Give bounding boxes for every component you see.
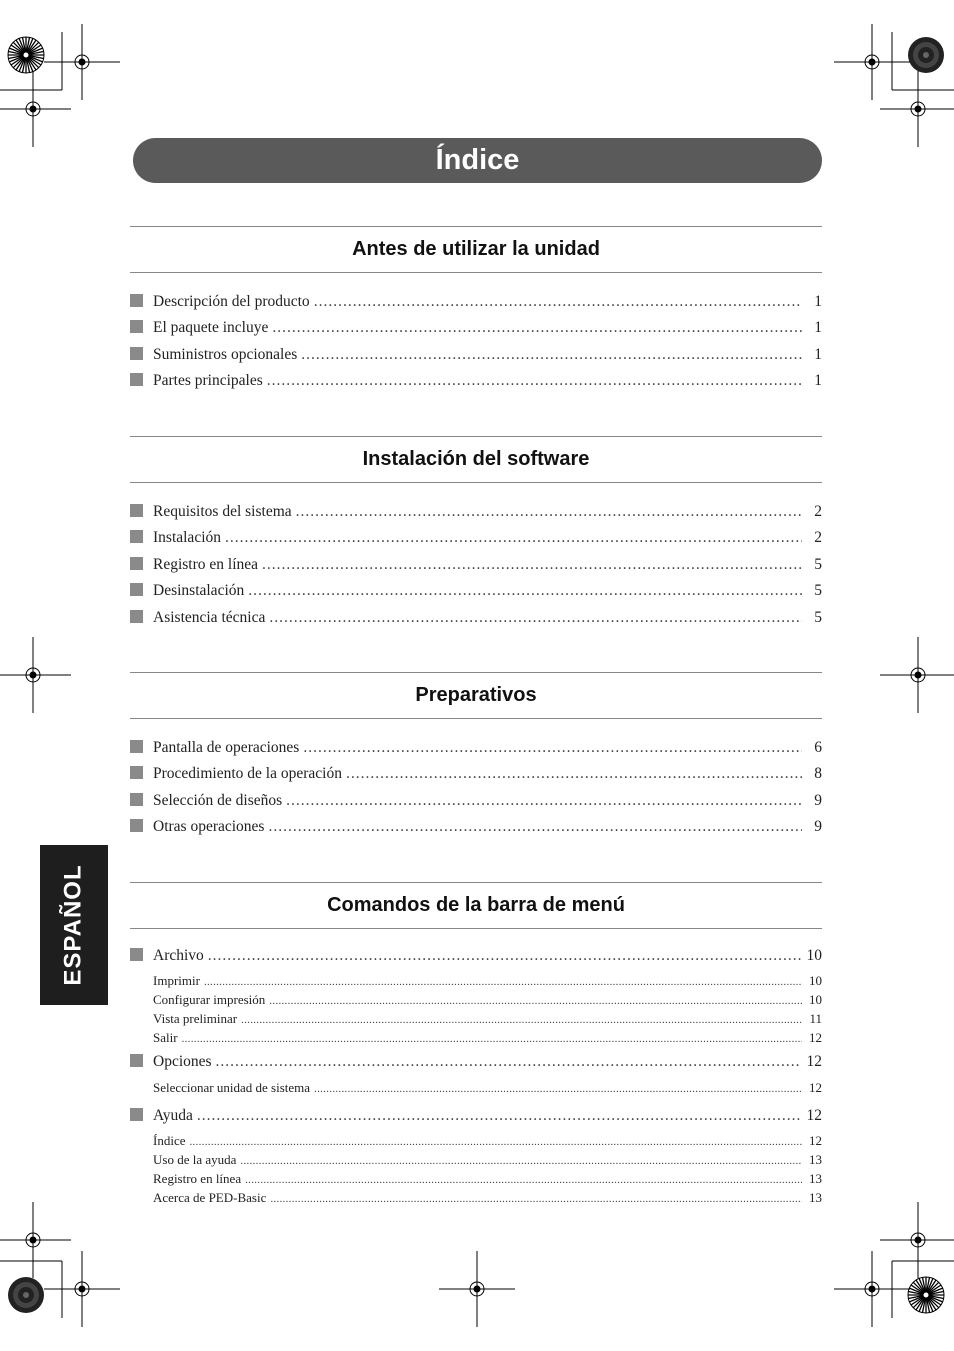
square-bullet-icon	[130, 1108, 143, 1121]
toc-entry[interactable]: Opciones ..... 12	[130, 1053, 822, 1079]
toc-entry[interactable]: Partes principales ..... 1	[130, 372, 822, 398]
square-bullet-icon	[130, 320, 143, 333]
square-bullet-icon	[130, 766, 143, 779]
square-bullet-icon	[130, 948, 143, 961]
square-bullet-icon	[130, 557, 143, 570]
toc-subentry[interactable]: Vista preliminar ..... 11	[130, 1011, 822, 1030]
toc-subentry[interactable]: Salir ..... 12	[130, 1030, 822, 1049]
section-preparativos	[130, 672, 822, 845]
toc-entry[interactable]: El paquete incluye ..... 1	[130, 319, 822, 345]
square-bullet-icon	[130, 504, 143, 517]
square-bullet-icon	[130, 1054, 143, 1067]
section-heading: Antes de utilizar la unidad	[130, 226, 822, 273]
toc-entry[interactable]: Suministros opcionales ..... 1	[130, 346, 822, 372]
toc-entry[interactable]: Selección de diseños ..... 9	[130, 792, 822, 818]
square-bullet-icon	[130, 373, 143, 386]
section-heading: Preparativos	[130, 672, 822, 719]
section-instalacion	[130, 436, 822, 635]
square-bullet-icon	[130, 740, 143, 753]
toc-entry[interactable]: Descripción del producto ..... 1	[130, 293, 822, 319]
toc-entry[interactable]: Procedimiento de la operación ..... 8	[130, 765, 822, 791]
toc-subentry[interactable]: Seleccionar unidad de sistema ..... 12	[130, 1080, 822, 1099]
toc-entry[interactable]: Pantalla de operaciones ..... 6	[130, 739, 822, 765]
toc-entry[interactable]: Otras operaciones ..... 9	[130, 818, 822, 844]
toc-entry[interactable]: Registro en línea ..... 5	[130, 556, 822, 582]
section-heading: Instalación del software	[130, 436, 822, 483]
square-bullet-icon	[130, 530, 143, 543]
square-bullet-icon	[130, 610, 143, 623]
toc-entry[interactable]: Desinstalación ..... 5	[130, 582, 822, 608]
section-antes	[130, 226, 822, 399]
toc-subentry[interactable]: Índice ..... 12	[130, 1133, 822, 1152]
toc-entry[interactable]: Asistencia técnica ..... 5	[130, 609, 822, 635]
toc-entry[interactable]: Requisitos del sistema ..... 2	[130, 503, 822, 529]
toc-subentry[interactable]: Configurar impresión ..... 10	[130, 992, 822, 1011]
square-bullet-icon	[130, 793, 143, 806]
toc-entry[interactable]: Instalación ..... 2	[130, 529, 822, 555]
square-bullet-icon	[130, 294, 143, 307]
language-tab-label: ESPAÑOL	[60, 864, 88, 986]
section-comandos	[130, 882, 822, 1209]
toc-entry[interactable]: Archivo ..... 10	[130, 947, 822, 973]
square-bullet-icon	[130, 583, 143, 596]
square-bullet-icon	[130, 819, 143, 832]
language-tab	[40, 845, 108, 1005]
toc-subentry[interactable]: Registro en línea ..... 13	[130, 1171, 822, 1190]
section-heading: Comandos de la barra de menú	[130, 882, 822, 929]
page-title-bar	[133, 138, 822, 183]
toc-subentry[interactable]: Acerca de PED-Basic ..... 13	[130, 1190, 822, 1209]
toc-entry[interactable]: Ayuda ..... 12	[130, 1107, 822, 1133]
page-title: Índice	[435, 144, 520, 176]
toc-subentry[interactable]: Uso de la ayuda ..... 13	[130, 1152, 822, 1171]
toc-subentry[interactable]: Imprimir ..... 10	[130, 973, 822, 992]
square-bullet-icon	[130, 347, 143, 360]
